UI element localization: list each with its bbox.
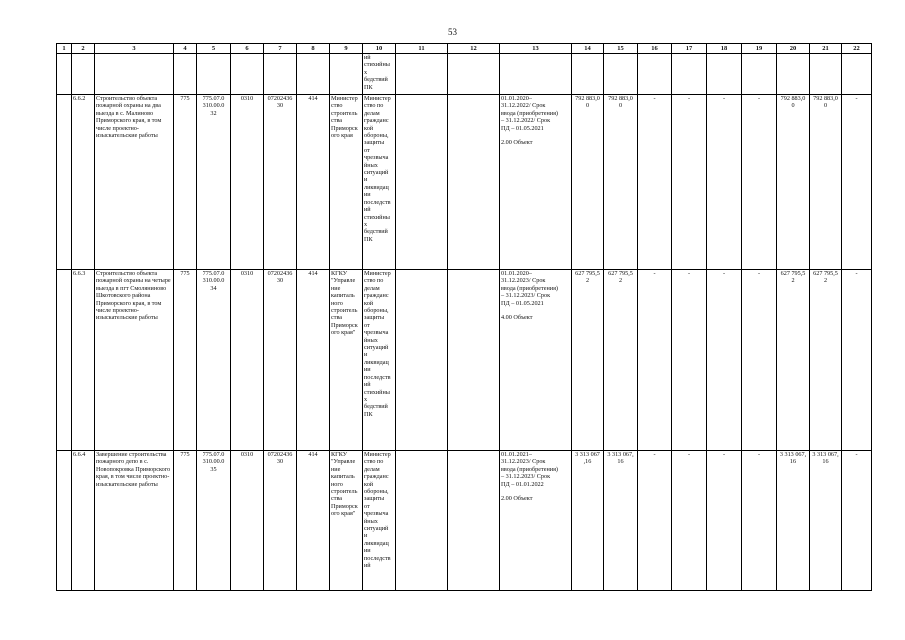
code-cell: 414	[297, 270, 330, 451]
col-number: 21	[810, 44, 842, 54]
amount-cell: -	[672, 270, 707, 451]
item-name: Строительство объекта пожарной охраны на два выезда в с. Малиново Приморского края, в том числе проектно-изыскательские работы	[95, 95, 174, 270]
col-number: 12	[448, 44, 500, 54]
code-cell: 775	[174, 451, 197, 591]
amount-cell: -	[707, 95, 742, 270]
amount-cell: 627 795,5 2	[604, 270, 638, 451]
col-number: 8	[297, 44, 330, 54]
amount-cell: 792 883,0 0	[777, 95, 810, 270]
col-number: 17	[672, 44, 707, 54]
code-cell: 0310	[231, 95, 264, 270]
deadline-cell: 01.01.2021– 31.12.2023/ Срок ввода (приобретения) – 31.12.2023/ Срок ПД – 01.01.2022 2.00 Объект	[500, 451, 572, 591]
table-row	[57, 451, 872, 591]
col-number: 7	[264, 44, 297, 54]
code-cell: 07202436 30	[264, 270, 297, 451]
amount-cell: -	[638, 451, 672, 591]
amount-cell: 627 795,5 2	[572, 270, 604, 451]
amount-cell: 792 883,0 0	[810, 95, 842, 270]
col-number: 3	[95, 44, 174, 54]
amount-cell: -	[707, 270, 742, 451]
code-cell: 0310	[231, 451, 264, 591]
amount-cell: 3 313 067, 16	[604, 451, 638, 591]
customer-cell: КГКУ "Управле ние капиталь ного строитель ства Приморск ого края"	[330, 451, 363, 591]
col-number: 9	[330, 44, 363, 54]
deadline-cell: 01.01.2020– 31.12.2023/ Срок ввода (приобретения) – 31.12.2023/ Срок ПД – 01.05.2021 4.00 Объект	[500, 270, 572, 451]
amount-cell: -	[842, 451, 872, 591]
col-number: 6	[231, 44, 264, 54]
col-number: 11	[396, 44, 448, 54]
amount-cell: 792 883,0 0	[604, 95, 638, 270]
amount-cell: -	[707, 451, 742, 591]
customer-cell: КГКУ "Управле ние капиталь ного строитель ства Приморск ого края"	[330, 270, 363, 451]
amount-cell: 3 313 067, 16	[810, 451, 842, 591]
col-number: 18	[707, 44, 742, 54]
code-cell: 775	[174, 270, 197, 451]
amount-cell: -	[842, 95, 872, 270]
budget-table	[56, 43, 872, 591]
col-number: 13	[500, 44, 572, 54]
code-cell: 775.07.0 310.00.0 32	[197, 95, 231, 270]
col-number: 20	[777, 44, 810, 54]
item-name: Строительство объекта пожарной охраны на четыре выезда в пгт Смоляниново Шкотовского района Приморского края, в том числе проектно-изыскательские работы	[95, 270, 174, 451]
code-cell: 414	[297, 451, 330, 591]
item-number: 6.6.4	[72, 451, 95, 591]
col-number: 22	[842, 44, 872, 54]
amount-cell: 3 313 067 ,16	[572, 451, 604, 591]
item-name: Завершение строительства пожарного депо в с. Новопокровка Приморского края, в том числе проектно-изыскательские работы	[95, 451, 174, 591]
page-number: 53	[448, 27, 457, 37]
amount-cell: -	[638, 270, 672, 451]
amount-cell: -	[672, 451, 707, 591]
amount-cell: -	[672, 95, 707, 270]
item-number: 6.6.2	[72, 95, 95, 270]
col-number: 16	[638, 44, 672, 54]
code-cell: 07202436 30	[264, 95, 297, 270]
amount-cell: 627 795,5 2	[810, 270, 842, 451]
amount-cell: -	[742, 270, 777, 451]
responsible-executor-cell: Министер ство по делам гражданс кой обороны, защиты от чрезвыча йных ситуаций и ликвидац ии последств ий стихийны х бедствий ПК	[363, 95, 396, 270]
amount-cell: -	[742, 451, 777, 591]
responsible-executor-cell: ий стихийны х бедствий ПК	[363, 54, 396, 95]
col-number: 1	[57, 44, 72, 54]
item-number: 6.6.3	[72, 270, 95, 451]
amount-cell: 3 313 067, 16	[777, 451, 810, 591]
deadline-cell: 01.01.2020– 31.12.2022/ Срок ввода (приобретения) – 31.12.2022/ Срок ПД – 01.05.2021 2.00 Объект	[500, 95, 572, 270]
code-cell: 775	[174, 95, 197, 270]
customer-cell: Министер ство строитель ства Приморск ого края	[330, 95, 363, 270]
code-cell: 414	[297, 95, 330, 270]
table-row	[57, 270, 872, 451]
amount-cell: -	[742, 95, 777, 270]
amount-cell: -	[638, 95, 672, 270]
amount-cell: 792 883,0 0	[572, 95, 604, 270]
table-row	[57, 95, 872, 270]
code-cell: 07202436 30	[264, 451, 297, 591]
col-number: 5	[197, 44, 231, 54]
col-number: 2	[72, 44, 95, 54]
col-number: 14	[572, 44, 604, 54]
col-number: 19	[742, 44, 777, 54]
code-cell: 775.07.0 310.00.0 34	[197, 270, 231, 451]
responsible-executor-cell: Министер ство по делам гражданс кой обороны, защиты от чрезвыча йных ситуаций и ликвидац ии последств ий	[363, 451, 396, 591]
continuation-row	[57, 54, 872, 95]
amount-cell: 627 795,5 2	[777, 270, 810, 451]
col-number: 4	[174, 44, 197, 54]
col-number: 10	[363, 44, 396, 54]
amount-cell: -	[842, 270, 872, 451]
code-cell: 0310	[231, 270, 264, 451]
code-cell: 775.07.0 310.00.0 35	[197, 451, 231, 591]
responsible-executor-cell: Министер ство по делам гражданс кой обороны, защиты от чрезвыча йных ситуаций и ликвидац ии последств ий стихийны х бедствий ПК	[363, 270, 396, 451]
column-number-row	[57, 44, 872, 54]
col-number: 15	[604, 44, 638, 54]
